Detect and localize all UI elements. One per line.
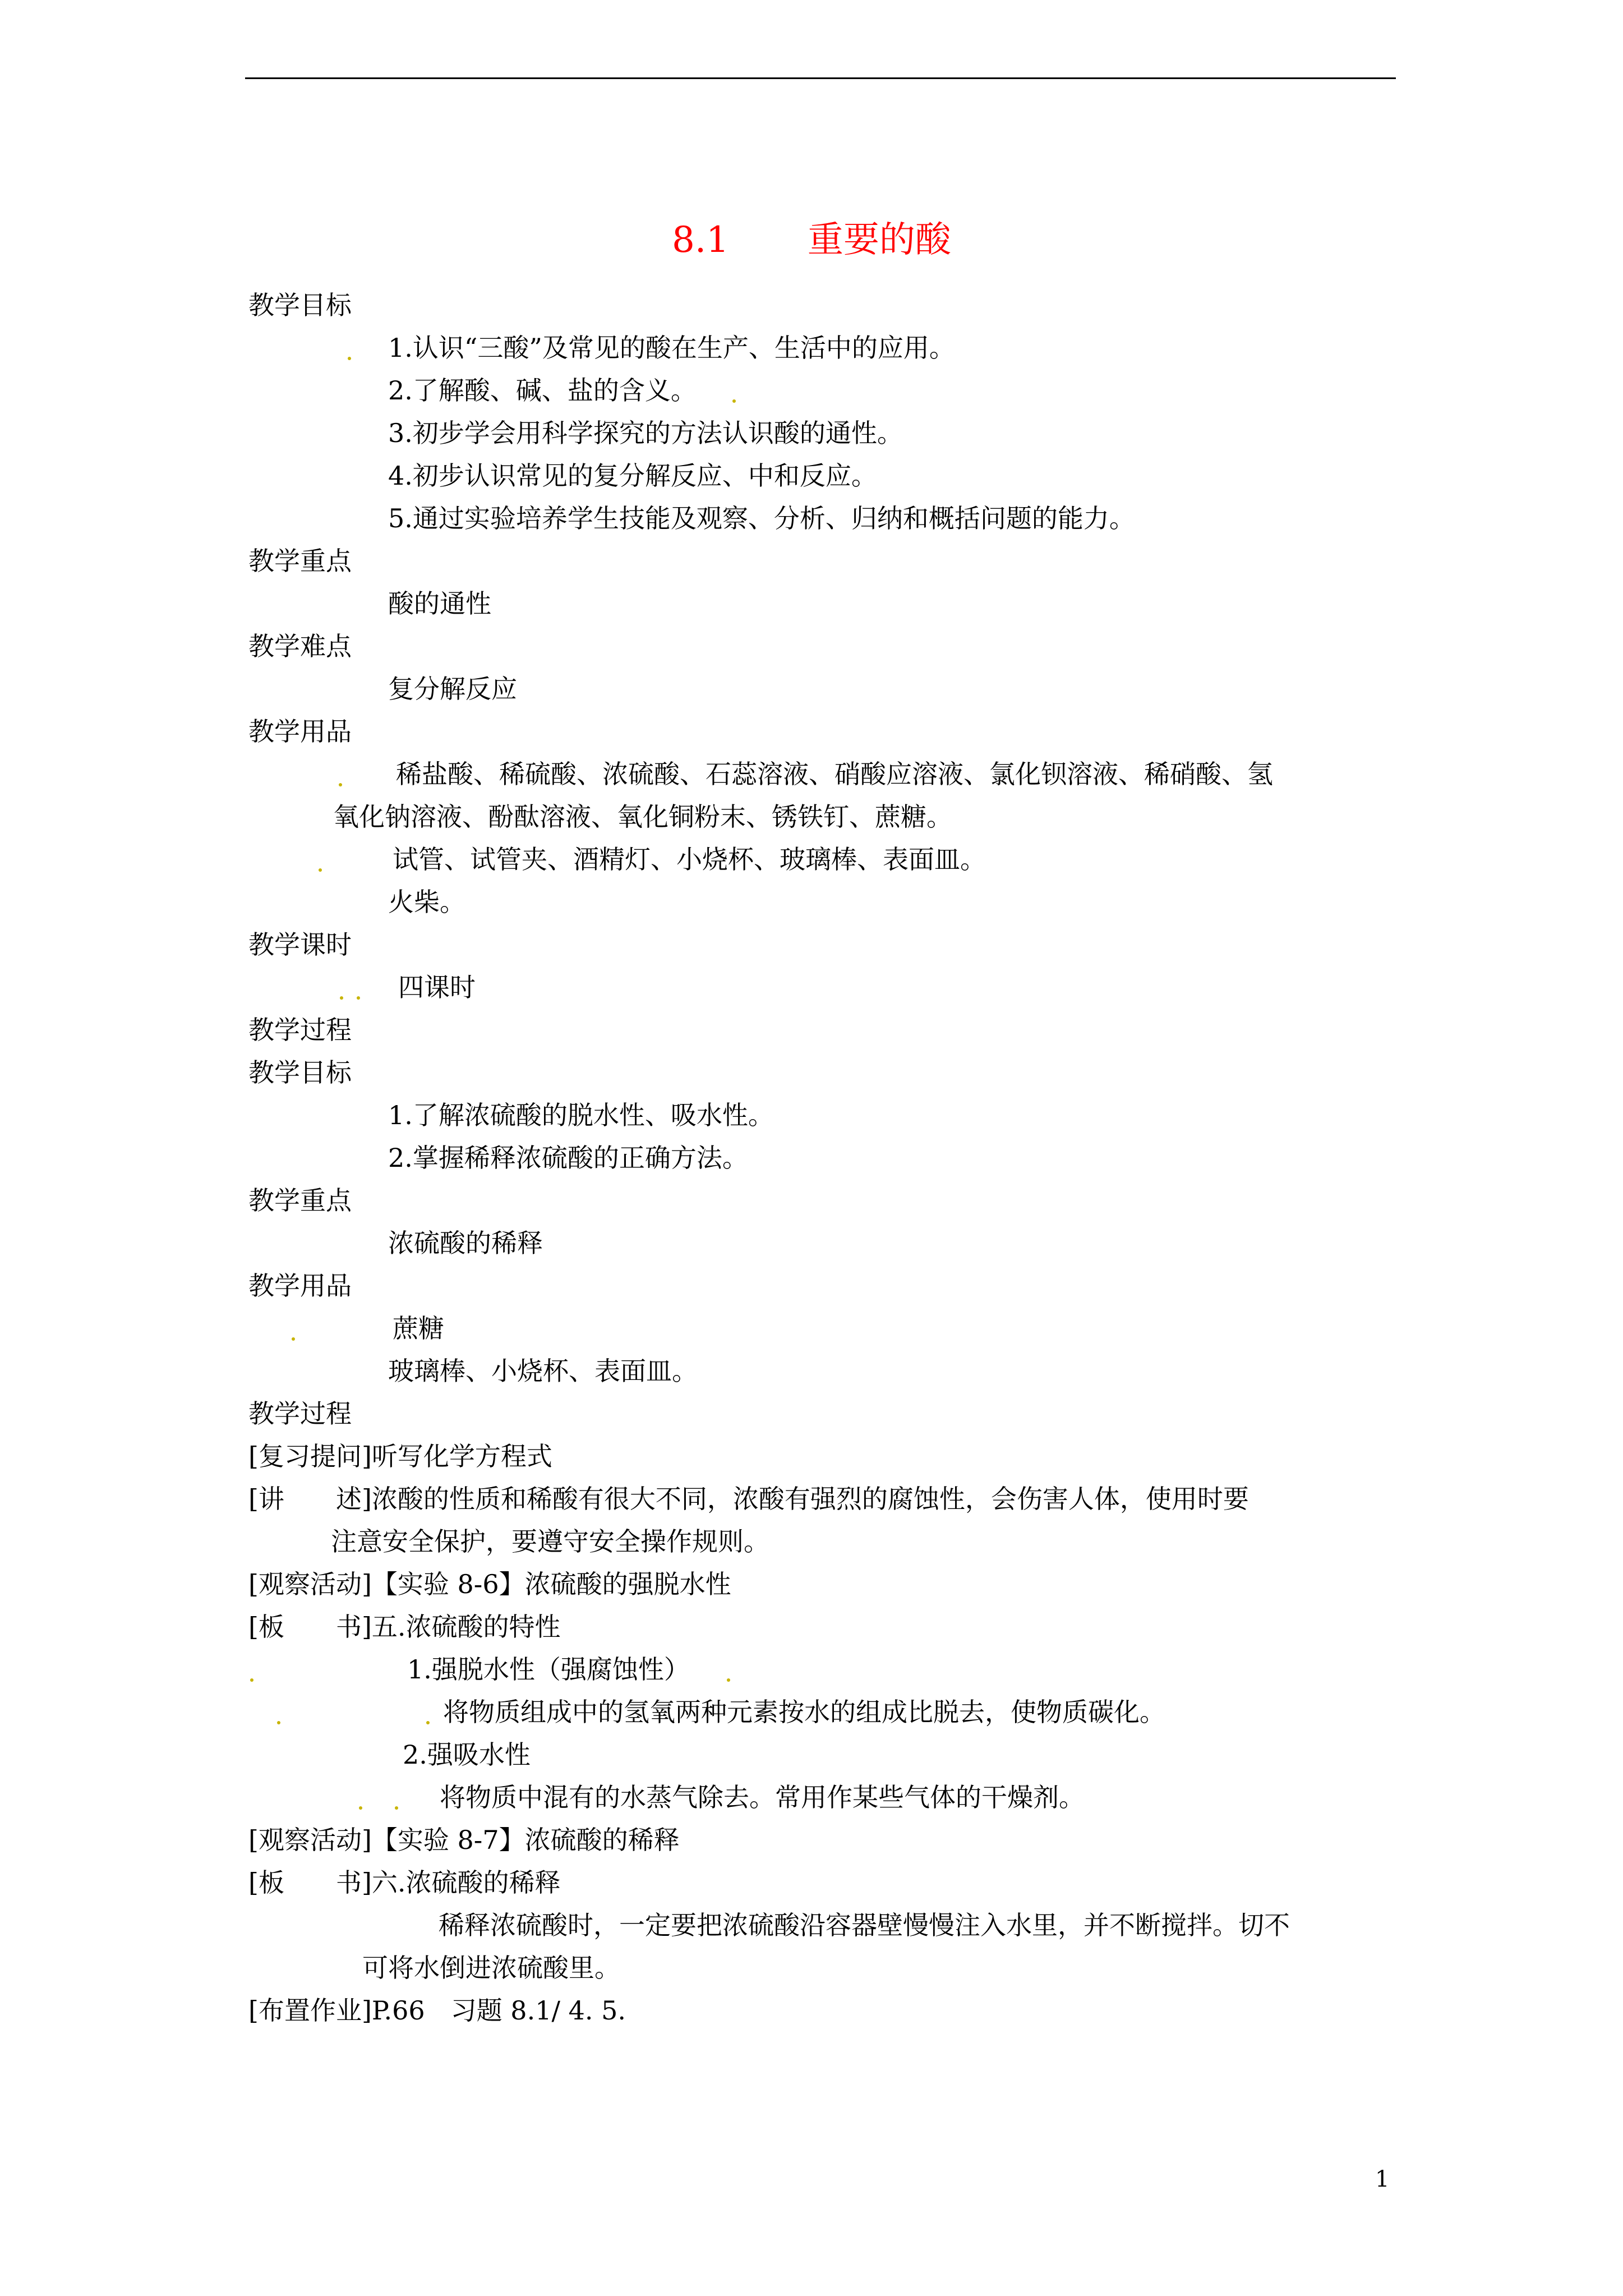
scan-dot bbox=[348, 357, 351, 360]
property-absorption-desc: 将物质中混有的水蒸气除去。常用作某些气体的干燥剂。 bbox=[440, 1782, 1085, 1812]
heading-key-points-2: 教学重点 bbox=[248, 1185, 352, 1216]
goal-item-5: 5.通过实验培养学生技能及观察、分析、归纳和概括问题的能力。 bbox=[388, 503, 1135, 533]
heading-lesson-hours: 教学课时 bbox=[248, 930, 352, 960]
scan-dot bbox=[359, 1806, 362, 1810]
key-point-2-text: 浓硫酸的稀释 bbox=[388, 1228, 543, 1258]
goal-item-3: 3.初步学会用科学探究的方法认识酸的通性。 bbox=[388, 418, 903, 448]
lecture-line-2: 注意安全保护，要遵守安全操作规则。 bbox=[331, 1526, 769, 1557]
scan-dot bbox=[340, 996, 343, 1000]
materials-matches: 火柴。 bbox=[388, 887, 465, 917]
homework-assignment: [布置作业]P.66 习题 8.1/ 4. 5. bbox=[248, 1995, 626, 2026]
lesson-hours-text: 四课时 bbox=[398, 972, 476, 1002]
board-section-5: [板 书]五.浓硫酸的特性 bbox=[248, 1612, 561, 1642]
lecture-line-1: [讲 述]浓酸的性质和稀酸有很大不同，浓酸有强烈的腐蚀性，会伤害人体，使用时要 bbox=[248, 1484, 1249, 1514]
materials-2-sugar: 蔗糖 bbox=[393, 1313, 444, 1343]
property-absorption: 2.强吸水性 bbox=[403, 1740, 531, 1770]
heading-key-points: 教学重点 bbox=[248, 546, 352, 576]
heading-teaching-goals: 教学目标 bbox=[248, 290, 352, 320]
heading-teaching-process: 教学过程 bbox=[248, 1015, 352, 1045]
scan-dot bbox=[250, 1678, 253, 1682]
activity-experiment-8-6: [观察活动]【实验 8-6】浓硫酸的强脱水性 bbox=[248, 1569, 731, 1599]
dilution-rule-line-2: 可将水倒进浓硫酸里。 bbox=[362, 1953, 620, 1983]
goal2-item-1: 1.了解浓硫酸的脱水性、吸水性。 bbox=[388, 1100, 774, 1130]
property-dehydration: 1.强脱水性（强腐蚀性） bbox=[407, 1654, 690, 1685]
scan-dot bbox=[277, 1721, 280, 1724]
board-section-6: [板 书]六.浓硫酸的稀释 bbox=[248, 1867, 561, 1898]
section-number: 8.1 bbox=[672, 219, 729, 261]
materials-reagents-line-2: 氧化钠溶液、酚酞溶液、氧化铜粉末、锈铁钉、蔗糖。 bbox=[333, 802, 952, 832]
page-title bbox=[0, 218, 1623, 263]
scan-dot bbox=[339, 783, 342, 786]
goal-item-2: 2.了解酸、碱、盐的含义。 bbox=[388, 375, 697, 406]
materials-equipment: 试管、试管夹、酒精灯、小烧杯、玻璃棒、表面皿。 bbox=[393, 844, 986, 875]
activity-experiment-8-7: [观察活动]【实验 8-7】浓硫酸的稀释 bbox=[248, 1825, 680, 1855]
materials-2-equipment: 玻璃棒、小烧杯、表面皿。 bbox=[388, 1356, 698, 1386]
heading-teaching-goals-2: 教学目标 bbox=[248, 1057, 352, 1088]
section-title: 重要的酸 bbox=[807, 219, 951, 261]
review-question: [复习提问]听写化学方程式 bbox=[248, 1441, 552, 1471]
goal-item-4: 4.初步认识常见的复分解反应、中和反应。 bbox=[388, 461, 877, 491]
property-dehydration-desc: 将物质组成中的氢氧两种元素按水的组成比脱去，使物质碳化。 bbox=[443, 1697, 1165, 1727]
scan-dot bbox=[395, 1806, 398, 1810]
heading-teaching-process-2: 教学过程 bbox=[248, 1398, 352, 1429]
scan-dot bbox=[319, 868, 322, 872]
difficulty-text: 复分解反应 bbox=[388, 674, 517, 704]
scan-dot bbox=[292, 1337, 295, 1341]
scan-dot bbox=[727, 1678, 730, 1682]
key-point-text: 酸的通性 bbox=[388, 588, 491, 619]
materials-reagents-line-1: 稀盐酸、稀硫酸、浓硫酸、石蕊溶液、硝酸应溶液、氯化钡溶液、稀硝酸、氢 bbox=[396, 759, 1273, 789]
dilution-rule-line-1: 稀释浓硫酸时，一定要把浓硫酸沿容器壁慢慢注入水里，并不断搅拌。切不 bbox=[439, 1910, 1290, 1940]
heading-materials-2: 教学用品 bbox=[248, 1271, 352, 1301]
scan-dot bbox=[732, 399, 736, 403]
goal2-item-2: 2.掌握稀释浓硫酸的正确方法。 bbox=[388, 1143, 748, 1173]
scan-dot bbox=[357, 996, 360, 1000]
heading-difficulties: 教学难点 bbox=[248, 631, 352, 661]
goal-item-1: 1.认识“三酸”及常见的酸在生产、生活中的应用。 bbox=[388, 333, 955, 363]
heading-materials: 教学用品 bbox=[248, 716, 352, 747]
page-number: 1 bbox=[1375, 2166, 1390, 2192]
header-rule bbox=[245, 77, 1396, 79]
scan-dot bbox=[426, 1721, 430, 1724]
